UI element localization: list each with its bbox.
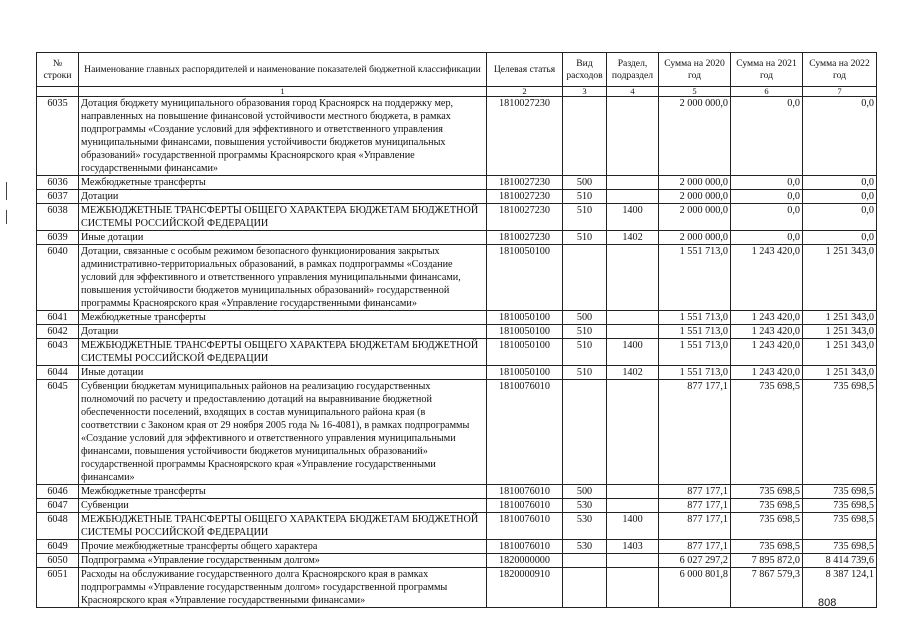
column-number <box>37 87 79 97</box>
column-number: 4 <box>607 87 659 97</box>
section-cell: 1403 <box>607 540 659 554</box>
expense-type-cell <box>563 380 607 485</box>
sum-2020-cell: 2 000 000,0 <box>659 204 731 231</box>
sum-2021-cell: 0,0 <box>731 190 803 204</box>
target-article-cell: 1810050100 <box>487 366 563 380</box>
row-number-cell: 6038 <box>37 204 79 231</box>
expense-type-cell <box>563 245 607 311</box>
row-name-cell: Подпрограмма «Управление государственным долгом» <box>79 554 487 568</box>
expense-type-cell: 510 <box>563 231 607 245</box>
table-row <box>37 97 877 176</box>
sum-2021-cell: 7 895 872,0 <box>731 554 803 568</box>
sum-2020-cell: 1 551 713,0 <box>659 311 731 325</box>
row-name-cell: Субвенции бюджетам муниципальных районов на реализацию государственных полномочий по расчету и предоставлению дотаций на выравнивание бюджетной обеспеченности поселений, входящих в состав муниципального района края (в соответствии с Законом края от 29 ноября 2005 года № 16-4081), в рамках подпрограммы «Создание условий для эффективного и ответственного управления муниципальными финансами, повышения устойчивости бюджетов муниципальных образований» государственной программы Красноярского края «Управление государственными финансами» <box>79 380 487 485</box>
sum-2020-cell: 1 551 713,0 <box>659 339 731 366</box>
sum-2020-cell: 877 177,1 <box>659 513 731 540</box>
sum-2021-cell: 7 867 579,3 <box>731 568 803 608</box>
sum-2021-cell: 1 243 420,0 <box>731 311 803 325</box>
table-row <box>37 311 877 325</box>
section-cell <box>607 499 659 513</box>
target-article-cell: 1810076010 <box>487 513 563 540</box>
row-number-cell: 6040 <box>37 245 79 311</box>
table-row <box>37 176 877 190</box>
row-number-cell: 6036 <box>37 176 79 190</box>
sum-2020-cell: 6 000 801,8 <box>659 568 731 608</box>
section-cell <box>607 190 659 204</box>
row-name-cell: Расходы на обслуживание государственного долга Красноярского края в рамках подпрограммы «Управление государственным долгом» государственной программы Красноярского края «Управление государственными финансами» <box>79 568 487 608</box>
target-article-cell: 1810027230 <box>487 176 563 190</box>
sum-2022-cell: 0,0 <box>803 176 877 190</box>
target-article-cell: 1810027230 <box>487 204 563 231</box>
table-row <box>37 366 877 380</box>
row-number-cell: 6051 <box>37 568 79 608</box>
sum-2022-cell: 735 698,5 <box>803 380 877 485</box>
table-row <box>37 380 877 485</box>
expense-type-cell: 500 <box>563 176 607 190</box>
table-row <box>37 485 877 499</box>
section-cell <box>607 97 659 176</box>
header-row <box>37 53 877 87</box>
sum-2022-cell: 0,0 <box>803 204 877 231</box>
row-name-cell: Дотация бюджету муниципального образования город Красноярск на поддержку мер, направленных на повышение финансовой устойчивости местного бюджета, в рамках подпрограммы «Создание условий для эффективного и ответственного управления муниципальными финансами, повышения устойчивости бюджетов муниципальных образований» государственной программы Красноярского края «Управление государственными финансами» <box>79 97 487 176</box>
sum-2021-cell: 1 243 420,0 <box>731 245 803 311</box>
table-row <box>37 540 877 554</box>
row-name-cell: Дотации <box>79 190 487 204</box>
expense-type-cell: 530 <box>563 513 607 540</box>
section-cell: 1400 <box>607 204 659 231</box>
expense-type-cell: 510 <box>563 339 607 366</box>
sum-2021-cell: 1 243 420,0 <box>731 366 803 380</box>
sum-2021-cell: 1 243 420,0 <box>731 339 803 366</box>
section-cell <box>607 568 659 608</box>
row-name-cell: Иные дотации <box>79 366 487 380</box>
budget-table <box>36 52 877 608</box>
sum-2022-cell: 735 698,5 <box>803 540 877 554</box>
row-number-cell: 6035 <box>37 97 79 176</box>
expense-type-cell: 500 <box>563 485 607 499</box>
row-name-cell: Межбюджетные трансферты <box>79 176 487 190</box>
sum-2020-cell: 2 000 000,0 <box>659 231 731 245</box>
table-body <box>37 97 877 608</box>
row-number-cell: 6045 <box>37 380 79 485</box>
expense-type-cell: 530 <box>563 499 607 513</box>
sum-2021-cell: 0,0 <box>731 204 803 231</box>
sum-2020-cell: 877 177,1 <box>659 485 731 499</box>
sum-2022-cell: 1 251 343,0 <box>803 339 877 366</box>
target-article-cell: 1810050100 <box>487 325 563 339</box>
sum-2021-cell: 1 243 420,0 <box>731 325 803 339</box>
table-row <box>37 245 877 311</box>
row-name-cell: Прочие межбюджетные трансферты общего характера <box>79 540 487 554</box>
column-number: 3 <box>563 87 607 97</box>
sum-2022-cell: 0,0 <box>803 97 877 176</box>
section-cell: 1400 <box>607 339 659 366</box>
row-name-cell: Дотации, связанные с особым режимом безопасного функционирования закрытых административно-территориальных образований, в рамках подпрограммы «Создание условий для эффективного и ответственного управления муниципальными финансами, повышения устойчивости бюджетов муниципальных образований» государственной программы Красноярского края «Управление государственными финансами» <box>79 245 487 311</box>
margin-mark <box>6 182 7 200</box>
row-number-cell: 6047 <box>37 499 79 513</box>
target-article-cell: 1810050100 <box>487 339 563 366</box>
sum-2021-cell: 735 698,5 <box>731 485 803 499</box>
col-header-sum-2020: Сумма на 2020 год <box>659 53 731 87</box>
col-header-sum-2021: Сумма на 2021 год <box>731 53 803 87</box>
section-cell <box>607 311 659 325</box>
page-number: 808 <box>818 597 837 609</box>
col-header-row-no: № строки <box>37 53 79 87</box>
row-name-cell: Межбюджетные трансферты <box>79 311 487 325</box>
target-article-cell: 1810076010 <box>487 499 563 513</box>
table-row <box>37 325 877 339</box>
section-cell: 1402 <box>607 366 659 380</box>
row-number-cell: 6049 <box>37 540 79 554</box>
target-article-cell: 1820000910 <box>487 568 563 608</box>
row-number-cell: 6046 <box>37 485 79 499</box>
sum-2020-cell: 877 177,1 <box>659 499 731 513</box>
section-cell <box>607 176 659 190</box>
column-number: 6 <box>731 87 803 97</box>
expense-type-cell <box>563 568 607 608</box>
sum-2022-cell: 1 251 343,0 <box>803 311 877 325</box>
table-row <box>37 499 877 513</box>
row-name-cell: МЕЖБЮДЖЕТНЫЕ ТРАНСФЕРТЫ ОБЩЕГО ХАРАКТЕРА БЮДЖЕТАМ БЮДЖЕТНОЙ СИСТЕМЫ РОССИЙСКОЙ ФЕДЕРАЦИИ <box>79 513 487 540</box>
sum-2021-cell: 0,0 <box>731 176 803 190</box>
table-row <box>37 568 877 608</box>
target-article-cell: 1810050100 <box>487 311 563 325</box>
col-header-name: Наименование главных распорядителей и наименование показателей бюджетной классификации <box>79 53 487 87</box>
sum-2020-cell: 2 000 000,0 <box>659 190 731 204</box>
section-cell: 1400 <box>607 513 659 540</box>
row-number-cell: 6041 <box>37 311 79 325</box>
table-row <box>37 554 877 568</box>
row-name-cell: МЕЖБЮДЖЕТНЫЕ ТРАНСФЕРТЫ ОБЩЕГО ХАРАКТЕРА БЮДЖЕТАМ БЮДЖЕТНОЙ СИСТЕМЫ РОССИЙСКОЙ ФЕДЕРАЦИИ <box>79 204 487 231</box>
sum-2022-cell: 1 251 343,0 <box>803 245 877 311</box>
sum-2022-cell: 735 698,5 <box>803 513 877 540</box>
expense-type-cell: 510 <box>563 366 607 380</box>
section-cell <box>607 325 659 339</box>
sum-2021-cell: 0,0 <box>731 231 803 245</box>
row-number-cell: 6043 <box>37 339 79 366</box>
expense-type-cell: 530 <box>563 540 607 554</box>
column-number-row <box>37 87 877 97</box>
col-header-section: Раздел, подраздел <box>607 53 659 87</box>
column-number: 1 <box>79 87 487 97</box>
sum-2021-cell: 0,0 <box>731 97 803 176</box>
sum-2022-cell: 1 251 343,0 <box>803 366 877 380</box>
target-article-cell: 1810076010 <box>487 540 563 554</box>
table-row <box>37 339 877 366</box>
target-article-cell: 1820000000 <box>487 554 563 568</box>
col-header-expense-type: Вид расходов <box>563 53 607 87</box>
expense-type-cell: 500 <box>563 311 607 325</box>
table-row <box>37 190 877 204</box>
table-row <box>37 231 877 245</box>
sum-2022-cell: 0,0 <box>803 231 877 245</box>
table-row <box>37 513 877 540</box>
sum-2022-cell: 8 414 739,6 <box>803 554 877 568</box>
section-cell <box>607 245 659 311</box>
section-cell <box>607 485 659 499</box>
col-header-target: Целевая статья <box>487 53 563 87</box>
row-name-cell: Дотации <box>79 325 487 339</box>
sum-2022-cell: 1 251 343,0 <box>803 325 877 339</box>
sum-2021-cell: 735 698,5 <box>731 513 803 540</box>
target-article-cell: 1810076010 <box>487 380 563 485</box>
column-number: 2 <box>487 87 563 97</box>
row-number-cell: 6039 <box>37 231 79 245</box>
sum-2020-cell: 2 000 000,0 <box>659 97 731 176</box>
margin-mark <box>6 210 7 224</box>
sum-2020-cell: 877 177,1 <box>659 540 731 554</box>
table-row <box>37 204 877 231</box>
sum-2022-cell: 0,0 <box>803 190 877 204</box>
expense-type-cell <box>563 97 607 176</box>
sum-2020-cell: 1 551 713,0 <box>659 366 731 380</box>
sum-2020-cell: 1 551 713,0 <box>659 245 731 311</box>
row-number-cell: 6044 <box>37 366 79 380</box>
row-number-cell: 6050 <box>37 554 79 568</box>
sum-2021-cell: 735 698,5 <box>731 540 803 554</box>
row-name-cell: Субвенции <box>79 499 487 513</box>
sum-2022-cell: 735 698,5 <box>803 485 877 499</box>
target-article-cell: 1810027230 <box>487 97 563 176</box>
sum-2022-cell: 8 387 124,1 <box>803 568 877 608</box>
sum-2020-cell: 1 551 713,0 <box>659 325 731 339</box>
expense-type-cell: 510 <box>563 190 607 204</box>
row-number-cell: 6048 <box>37 513 79 540</box>
target-article-cell: 1810050100 <box>487 245 563 311</box>
col-header-sum-2022: Сумма на 2022 год <box>803 53 877 87</box>
row-name-cell: МЕЖБЮДЖЕТНЫЕ ТРАНСФЕРТЫ ОБЩЕГО ХАРАКТЕРА БЮДЖЕТАМ БЮДЖЕТНОЙ СИСТЕМЫ РОССИЙСКОЙ ФЕДЕРАЦИИ <box>79 339 487 366</box>
target-article-cell: 1810027230 <box>487 231 563 245</box>
expense-type-cell: 510 <box>563 204 607 231</box>
sum-2020-cell: 877 177,1 <box>659 380 731 485</box>
target-article-cell: 1810076010 <box>487 485 563 499</box>
row-number-cell: 6042 <box>37 325 79 339</box>
column-number: 5 <box>659 87 731 97</box>
target-article-cell: 1810027230 <box>487 190 563 204</box>
expense-type-cell <box>563 554 607 568</box>
row-name-cell: Межбюджетные трансферты <box>79 485 487 499</box>
section-cell <box>607 380 659 485</box>
row-name-cell: Иные дотации <box>79 231 487 245</box>
sum-2020-cell: 2 000 000,0 <box>659 176 731 190</box>
section-cell: 1402 <box>607 231 659 245</box>
expense-type-cell: 510 <box>563 325 607 339</box>
section-cell <box>607 554 659 568</box>
sum-2021-cell: 735 698,5 <box>731 380 803 485</box>
column-number: 7 <box>803 87 877 97</box>
sum-2021-cell: 735 698,5 <box>731 499 803 513</box>
sum-2022-cell: 735 698,5 <box>803 499 877 513</box>
row-number-cell: 6037 <box>37 190 79 204</box>
sum-2020-cell: 6 027 297,2 <box>659 554 731 568</box>
